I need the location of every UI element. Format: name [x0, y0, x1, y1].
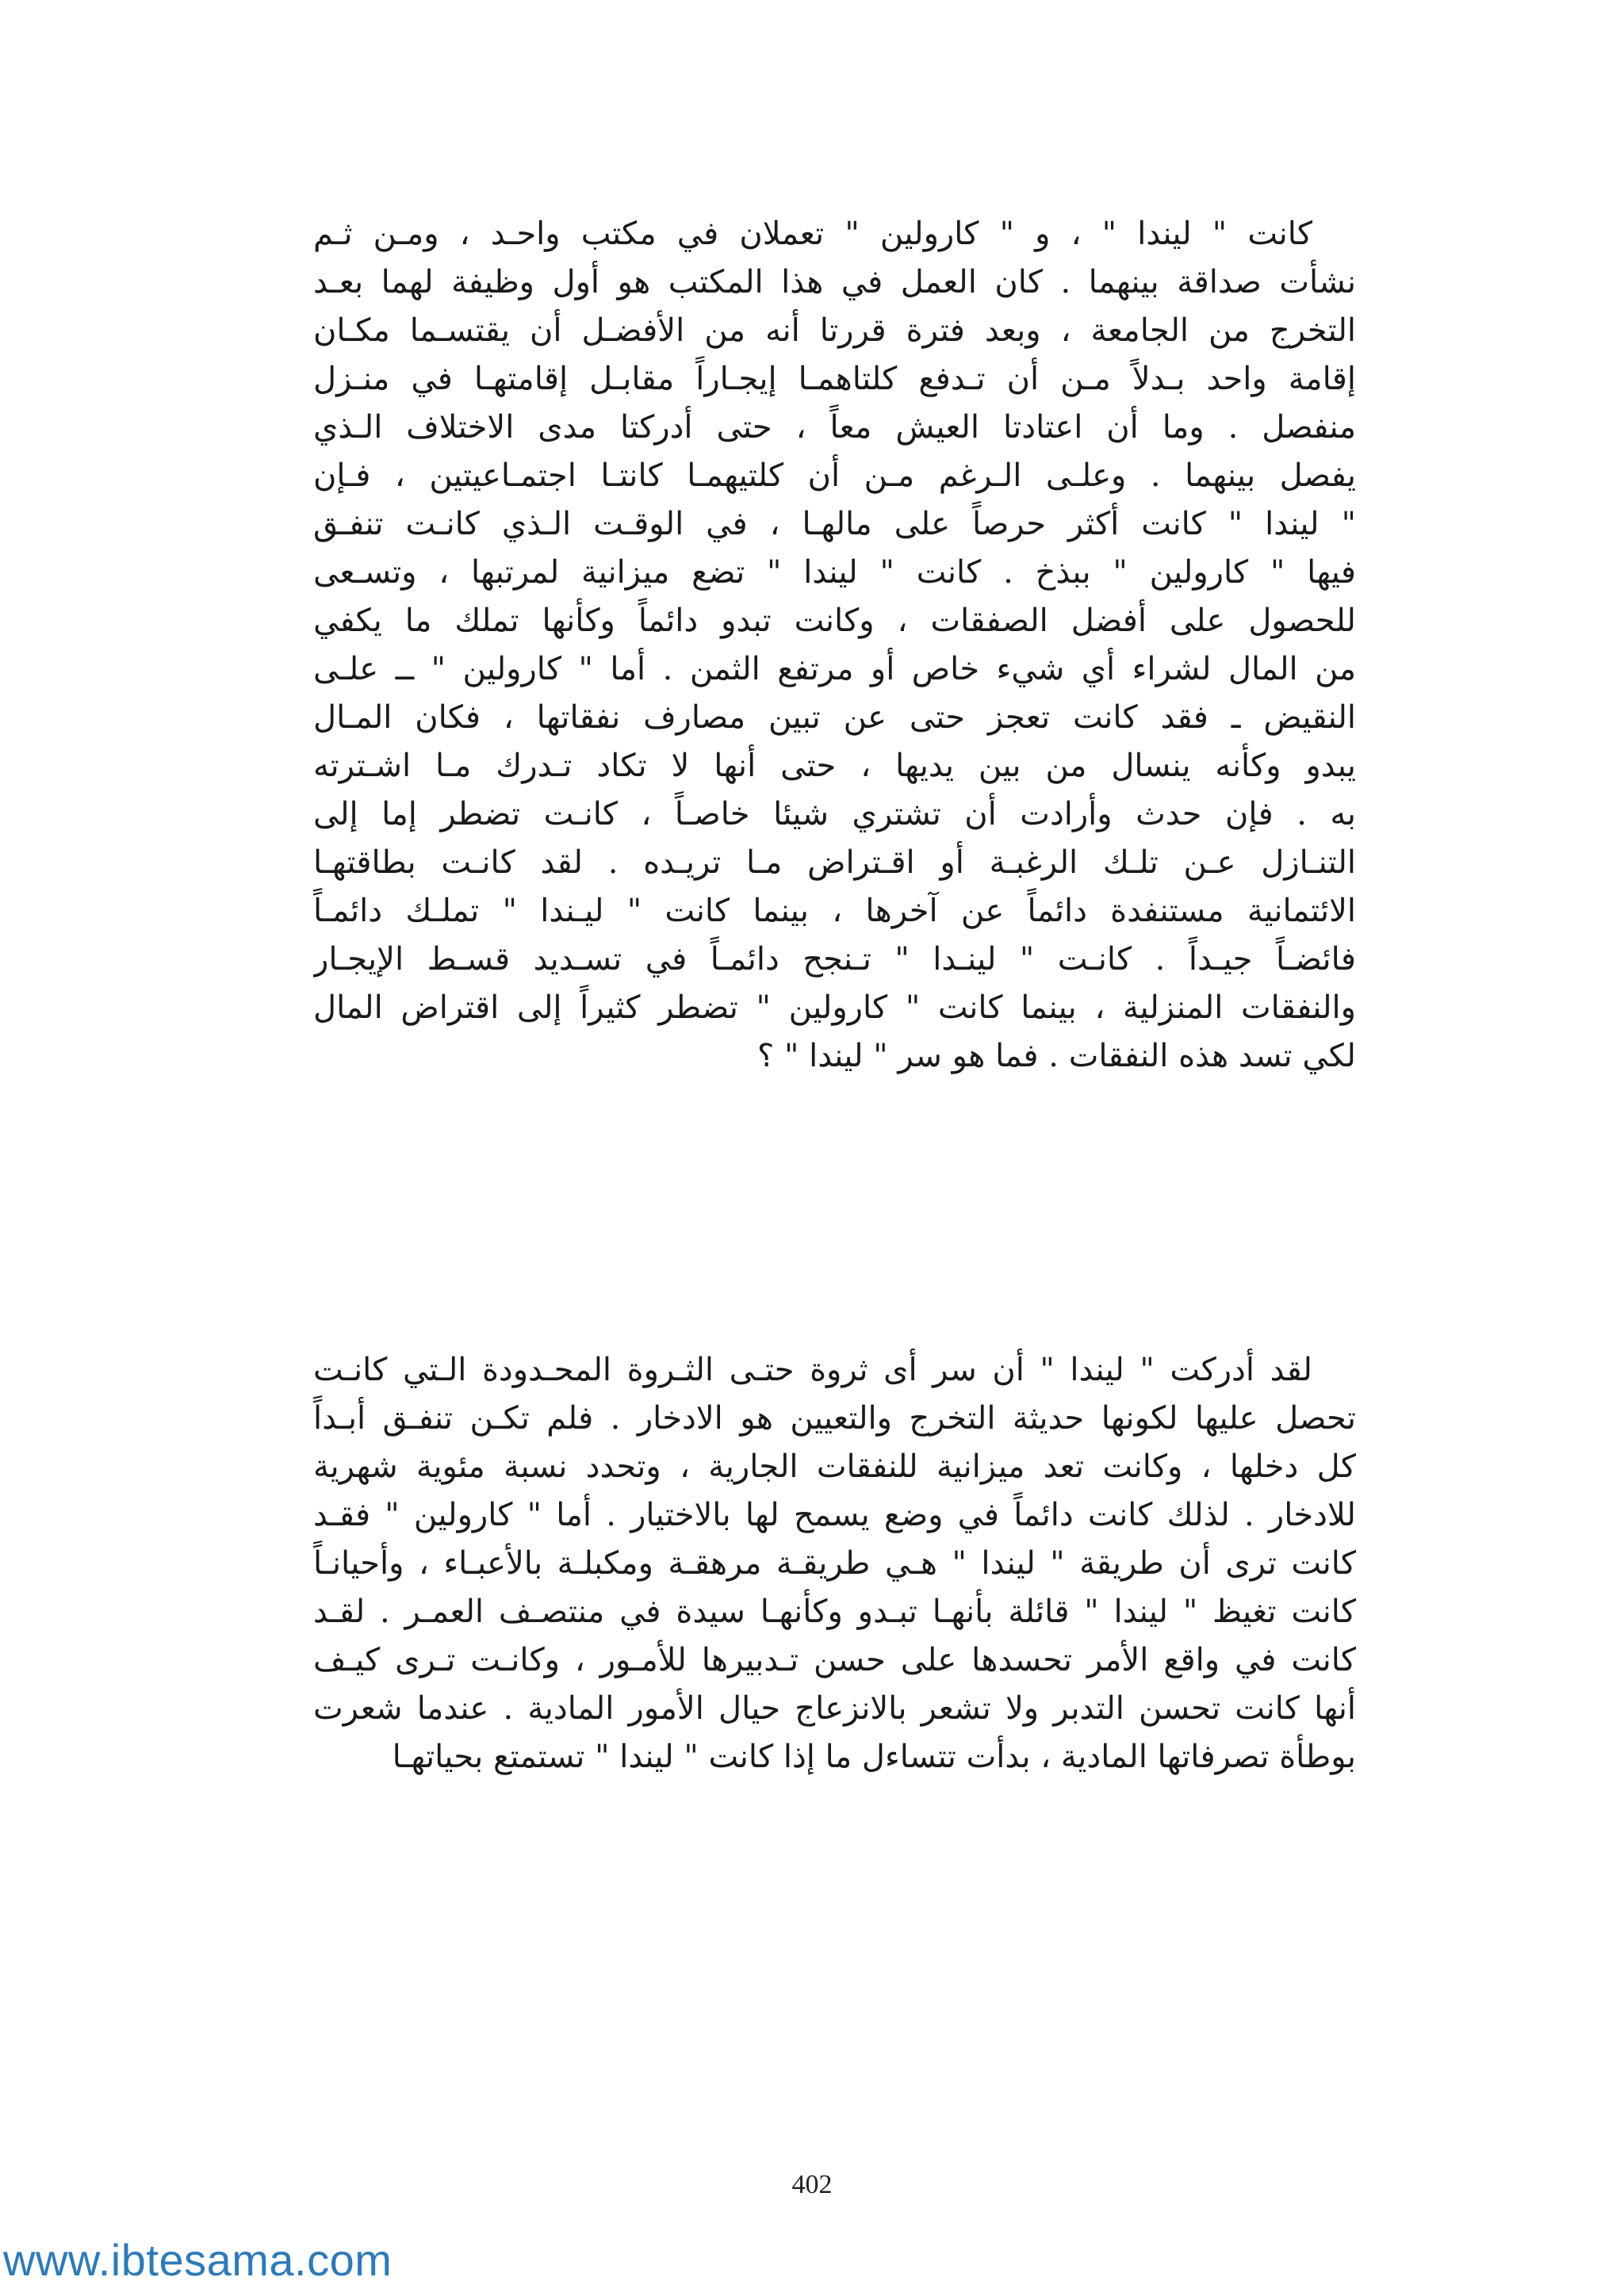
text-line: فائضـاً جيـداً . كانـت " لينـدا " تـنجح دائمـاً في تسـديد قسـط الإيجـار: [313, 941, 1356, 978]
text-line: يفصل بينهما . وعلـى الـرغم مـن أن كلتيهمـا كانتـا اجتمـاعيتين ، فـإن: [313, 457, 1356, 494]
paragraph-1: [313, 210, 1356, 1081]
text-line: به . فإن حدث وأرادت أن تشتري شيئا خاصـاً ، كانـت تضطر إما إلى: [313, 796, 1356, 832]
text-line: كانت ترى أن طريقة " ليندا " هـي طريقـة مرهقـة ومكبلـة بالأعبـاء ، وأحيانـاً: [313, 1545, 1356, 1582]
text-line: كانت في واقع الأمر تحسدها على حسن تـدبيرها للأمـور ، وكانـت تـرى كيـف: [313, 1642, 1356, 1678]
text-line: كل دخلها ، وكانت تعد ميزانية للنفقات الجارية ، وتحدد نسبة مئوية شهرية: [313, 1448, 1356, 1485]
text-line: " ليندا " كانت أكثر حرصاً على مالهـا ، في الوقـت الـذي كانـت تنفـق: [313, 506, 1356, 542]
text-line: الائتمانية مستنفدة دائماً عن آخرها ، بينما كانت " ليـندا " تملـك دائمـاً: [313, 893, 1356, 929]
text-line: لكي تسد هذه النفقات . فما هو سر " ليندا " ؟: [757, 1038, 1356, 1074]
text-line: أنها كانت تحسن التدبر ولا تشعر بالانزعاج حيال الأمور المادية . عندما شعرت: [313, 1690, 1356, 1727]
text-line: لقد أدركت " ليندا " أن سر أى ثروة حتـى الثـروة المحـدودة الـتي كانـت: [313, 1352, 1312, 1388]
text-line: التخرج من الجامعة ، وبعد فترة قررتا أنه من الأفضـل أن يقتسـما مكـان: [313, 312, 1356, 349]
text-line: للحصول على أفضل الصفقات ، وكانت تبدو دائماً وكأنها تملك ما يكفي: [313, 603, 1356, 639]
text-line: والنفقات المنزلية ، بينما كانت " كارولين " تضطر كثيراً إلى اقتراض المال: [313, 989, 1356, 1026]
text-line: يبدو وكأنه ينسال من بين يديها ، حتى أنها لا تكاد تـدرك مـا اشـترته: [313, 748, 1356, 784]
text-line: فيها " كارولين " ببذخ . كانت " ليندا " تضع ميزانية لمرتبها ، وتسـعى: [313, 554, 1356, 591]
text-line: إقامة واحد بـدلاً مـن أن تـدفع كلتاهمـا إيجـاراً مقابـل إقامتهـا في منـزل: [313, 361, 1356, 397]
text-line: منفصل . وما أن اعتادتا العيش معاً ، حتى أدركتا مدى الاختلاف الـذي: [313, 409, 1356, 446]
text-line: كانت تغيظ " ليندا " قائلة بأنهـا تبـدو وكأنهـا سيدة في منتصـف العمـر . لقـد: [313, 1594, 1356, 1630]
text-line: تحصل عليها لكونها حديثة التخرج والتعيين هو الادخار . فلم تكـن تنفـق أبـداً: [313, 1400, 1356, 1437]
text-line: التنـازل عـن تلـك الرغبـة أو اقـتراض مـا تريـده . لقد كانـت بطاقتهـا: [313, 844, 1356, 881]
watermark-link[interactable]: www.ibtesama.com: [3, 2235, 393, 2285]
page-number: 402: [791, 2170, 833, 2199]
text-line: من المال لشراء أي شيء خاص أو مرتفع الثمن . أما " كارولين " ــ علـى: [313, 651, 1356, 687]
text-line: بوطأة تصرفاتها المادية ، بدأت تتساءل ما إذا كانت " ليندا " تستمتع بحياتهـا: [392, 1739, 1356, 1775]
text-line: النقيض ـ فقد كانت تعجز حتى عن تبين مصارف نفقاتها ، فكان المـال: [313, 699, 1356, 736]
paragraph-2: [313, 1346, 1356, 1781]
text-line: كانت " ليندا " ، و " كارولين " تعملان في مكتب واحـد ، ومـن ثـم: [313, 216, 1312, 252]
text-line: للادخار . لذلك كانت دائماً في وضع يسمح لها بالاختيار . أما " كارولين " فقـد: [313, 1497, 1356, 1533]
text-line: نشأت صداقة بينهما . كان العمل في هذا المكتب هو أول وظيفة لهما بعـد: [313, 264, 1356, 300]
